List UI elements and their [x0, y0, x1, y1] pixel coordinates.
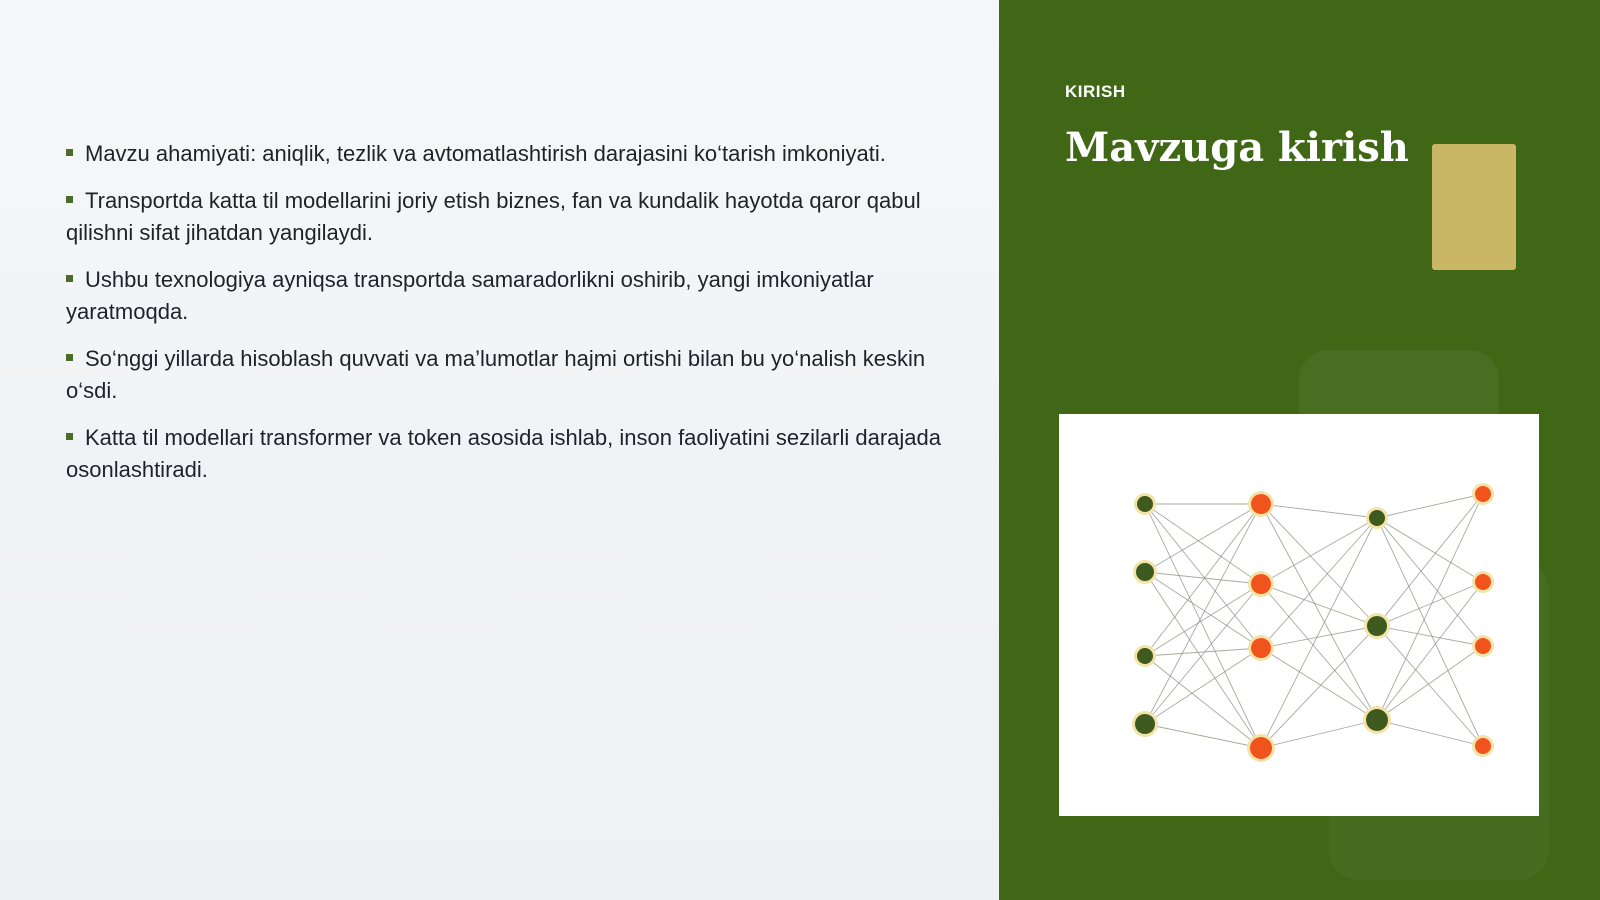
- network-node: [1475, 574, 1491, 590]
- bullet-square-icon: [66, 275, 73, 282]
- network-edge: [1145, 656, 1261, 748]
- network-edge: [1261, 584, 1377, 720]
- network-edge: [1145, 584, 1261, 724]
- network-node: [1366, 709, 1388, 731]
- network-node: [1251, 574, 1271, 594]
- bullet-square-icon: [66, 433, 73, 440]
- network-node: [1369, 510, 1385, 526]
- network-edge: [1145, 572, 1261, 584]
- network-edge: [1261, 504, 1377, 626]
- network-edge: [1145, 504, 1261, 572]
- neural-network-icon: [1059, 414, 1539, 816]
- bullet-item: [66, 138, 946, 170]
- neural-network-image: [1059, 414, 1539, 816]
- bullet-item: [66, 264, 946, 328]
- network-edge: [1145, 504, 1261, 584]
- network-edge: [1377, 582, 1483, 626]
- network-edge: [1145, 572, 1261, 748]
- network-edge: [1261, 504, 1377, 518]
- network-edge: [1261, 518, 1377, 584]
- network-edge: [1145, 572, 1261, 648]
- network-edge: [1377, 720, 1483, 746]
- network-edge: [1145, 504, 1261, 656]
- network-node: [1135, 714, 1155, 734]
- network-edge: [1261, 518, 1377, 748]
- network-edge: [1377, 582, 1483, 720]
- network-node: [1136, 563, 1154, 581]
- title-panel: [999, 0, 1600, 900]
- bullet-item: [66, 343, 946, 407]
- network-edge: [1261, 518, 1377, 648]
- accent-block: [1432, 144, 1516, 270]
- bullet-item: [66, 185, 946, 249]
- network-node: [1475, 638, 1491, 654]
- slide-title: Mavzuga kirish: [1065, 124, 1409, 171]
- network-edge: [1145, 724, 1261, 748]
- bullet-text: Ushbu texnologiya ayniqsa transportda samaradorlikni oshirib, yangi imkoniyatlar yaratmoqda.: [66, 267, 874, 324]
- network-edge: [1377, 518, 1483, 746]
- network-node: [1250, 737, 1272, 759]
- network-node: [1137, 496, 1153, 512]
- bullet-item: [66, 422, 946, 486]
- network-node: [1251, 494, 1271, 514]
- section-label: KIRISH: [1065, 82, 1126, 101]
- network-edge: [1377, 518, 1483, 646]
- network-edge: [1261, 648, 1377, 720]
- bullet-square-icon: [66, 354, 73, 361]
- network-node: [1475, 738, 1491, 754]
- network-node: [1475, 486, 1491, 502]
- network-edge: [1145, 648, 1261, 656]
- bullet-text: Transportda katta til modellarini joriy etish biznes, fan va kundalik hayotda qaror qabul qilishni sifat jihatdan yangilaydi.: [66, 188, 921, 245]
- bullet-square-icon: [66, 149, 73, 156]
- bullet-text: Mavzu ahamiyati: aniqlik, tezlik va avtomatlashtirish darajasini ko‘tarish imkoniyati.: [85, 141, 886, 166]
- bullet-list: [66, 138, 946, 501]
- network-node: [1367, 616, 1387, 636]
- network-edge: [1377, 646, 1483, 720]
- bullet-square-icon: [66, 196, 73, 203]
- network-edge: [1145, 504, 1261, 724]
- bullet-text: Katta til modellari transformer va token asosida ishlab, inson faoliyatini sezilarli darajada osonlashtiradi.: [66, 425, 941, 482]
- network-node: [1137, 648, 1153, 664]
- network-edge: [1145, 584, 1261, 656]
- network-edge: [1261, 720, 1377, 748]
- bullet-text: So‘nggi yillarda hisoblash quvvati va ma’lumotlar hajmi ortishi bilan bu yo‘nalish keskin o‘sdi.: [66, 346, 926, 403]
- network-node: [1251, 638, 1271, 658]
- network-edges: [1145, 494, 1483, 748]
- network-edge: [1377, 626, 1483, 646]
